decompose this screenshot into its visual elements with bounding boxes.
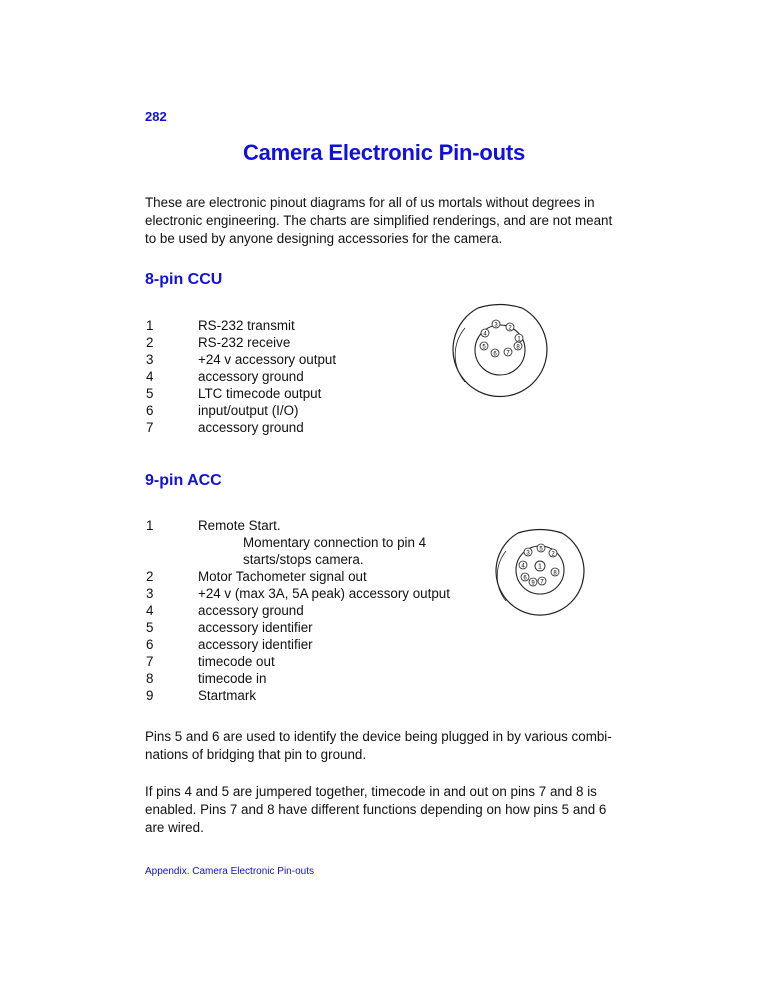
pin-description: RS-232 transmit [198, 318, 295, 333]
connector-pin [529, 578, 537, 586]
pin-description: accessory ground [198, 603, 304, 618]
pin-number: 3 [146, 586, 154, 601]
page-footer: Appendix. Camera Electronic Pin-outs [145, 866, 314, 877]
pin-number: 6 [146, 403, 154, 418]
pin-description: accessory ground [198, 420, 304, 435]
pin-number: 7 [146, 420, 154, 435]
pin-description: accessory identifier [198, 637, 313, 652]
connector-pin [491, 349, 499, 357]
svg-text:6: 6 [493, 351, 497, 358]
connector-pin [492, 320, 500, 328]
svg-text:2: 2 [508, 325, 512, 332]
pin-number: 4 [146, 603, 154, 618]
svg-text:1: 1 [517, 336, 521, 343]
connector-pin [524, 548, 532, 556]
paragraph-line: nations of bridging that pin to ground. [145, 747, 367, 762]
svg-text:4: 4 [521, 563, 525, 570]
connector-pin [506, 323, 514, 331]
pin-number: 5 [146, 620, 154, 635]
connector-pin [504, 348, 512, 356]
svg-text:5: 5 [482, 344, 486, 351]
pin-description: +24 v (max 3A, 5A peak) accessory output [198, 586, 450, 601]
jumper-paragraph [145, 783, 615, 837]
svg-text:3: 3 [526, 550, 530, 557]
connector-pin [551, 568, 559, 576]
pin-description: accessory identifier [198, 620, 313, 635]
pin-description: timecode out [198, 654, 275, 669]
intro-line: to be used by anyone designing accessories for the camera. [145, 231, 503, 246]
pin-number: 5 [146, 386, 154, 401]
pin-description: Remote Start. [198, 518, 281, 533]
connector-pin [514, 342, 522, 350]
pin-note: Momentary connection to pin 4 [243, 535, 427, 550]
pin-number: 8 [146, 671, 154, 686]
pin-description: Startmark [198, 688, 257, 703]
connector-pin [519, 561, 527, 569]
page-number: 282 [145, 109, 167, 124]
pin-number: 2 [146, 335, 154, 350]
svg-text:3: 3 [494, 322, 498, 329]
pin-number: 4 [146, 369, 154, 384]
ccu-heading: 8-pin CCU [145, 271, 223, 288]
8-pin-connector-icon [448, 302, 552, 406]
pin-description: Motor Tachometer signal out [198, 569, 367, 584]
svg-text:7: 7 [540, 579, 544, 586]
pin-description: LTC timecode output [198, 386, 322, 401]
connector-pin [549, 549, 557, 557]
pin-number: 1 [146, 518, 154, 533]
pin-number: 2 [146, 569, 154, 584]
connector-pin [515, 334, 523, 342]
pin-note: starts/stops camera. [243, 552, 364, 567]
connector-pin [521, 573, 529, 581]
svg-text:2: 2 [551, 551, 555, 558]
connector-pin [481, 329, 489, 337]
pin-number: 7 [146, 654, 154, 669]
pin-number: 6 [146, 637, 154, 652]
svg-text:6: 6 [523, 575, 527, 582]
pin-number: 1 [146, 318, 154, 333]
pin-number: 9 [146, 688, 154, 703]
pin-description: timecode in [198, 671, 267, 686]
page-title: Camera Electronic Pin-outs [242, 140, 526, 165]
paragraph-line: enabled. Pins 7 and 8 have different functions depending on how pins 5 and 6 [145, 802, 607, 817]
connector-pin [480, 342, 488, 350]
paragraph-line: are wired. [145, 820, 204, 835]
pin-description: RS-232 receive [198, 335, 291, 350]
acc-heading: 9-pin ACC [145, 472, 222, 489]
paragraph-line: Pins 5 and 6 are used to identify the device being plugged in by various combi- [145, 729, 612, 744]
pin-description: accessory ground [198, 369, 304, 384]
pin-number: 3 [146, 352, 154, 367]
connector-pin [538, 577, 546, 585]
identify-paragraph [145, 728, 615, 764]
svg-text:7: 7 [506, 350, 510, 357]
pin-description: input/output (I/O) [198, 403, 299, 418]
svg-text:1: 1 [538, 563, 542, 571]
intro-line: electronic engineering. The charts are simplified renderings, and are not meant [145, 213, 613, 228]
9-pin-connector-icon [492, 527, 588, 623]
svg-text:9: 9 [531, 580, 535, 587]
svg-text:5: 5 [539, 546, 543, 553]
pin-description: +24 v accessory output [198, 352, 337, 367]
connector-pin [535, 561, 545, 571]
svg-text:8: 8 [553, 570, 557, 577]
svg-text:8: 8 [516, 344, 520, 351]
intro-paragraph [145, 194, 625, 248]
svg-text:4: 4 [483, 331, 487, 338]
paragraph-line: If pins 4 and 5 are jumpered together, timecode in and out on pins 7 and 8 is [145, 784, 597, 799]
connector-pin [537, 544, 545, 552]
intro-line: These are electronic pinout diagrams for all of us mortals without degrees in [145, 195, 595, 210]
